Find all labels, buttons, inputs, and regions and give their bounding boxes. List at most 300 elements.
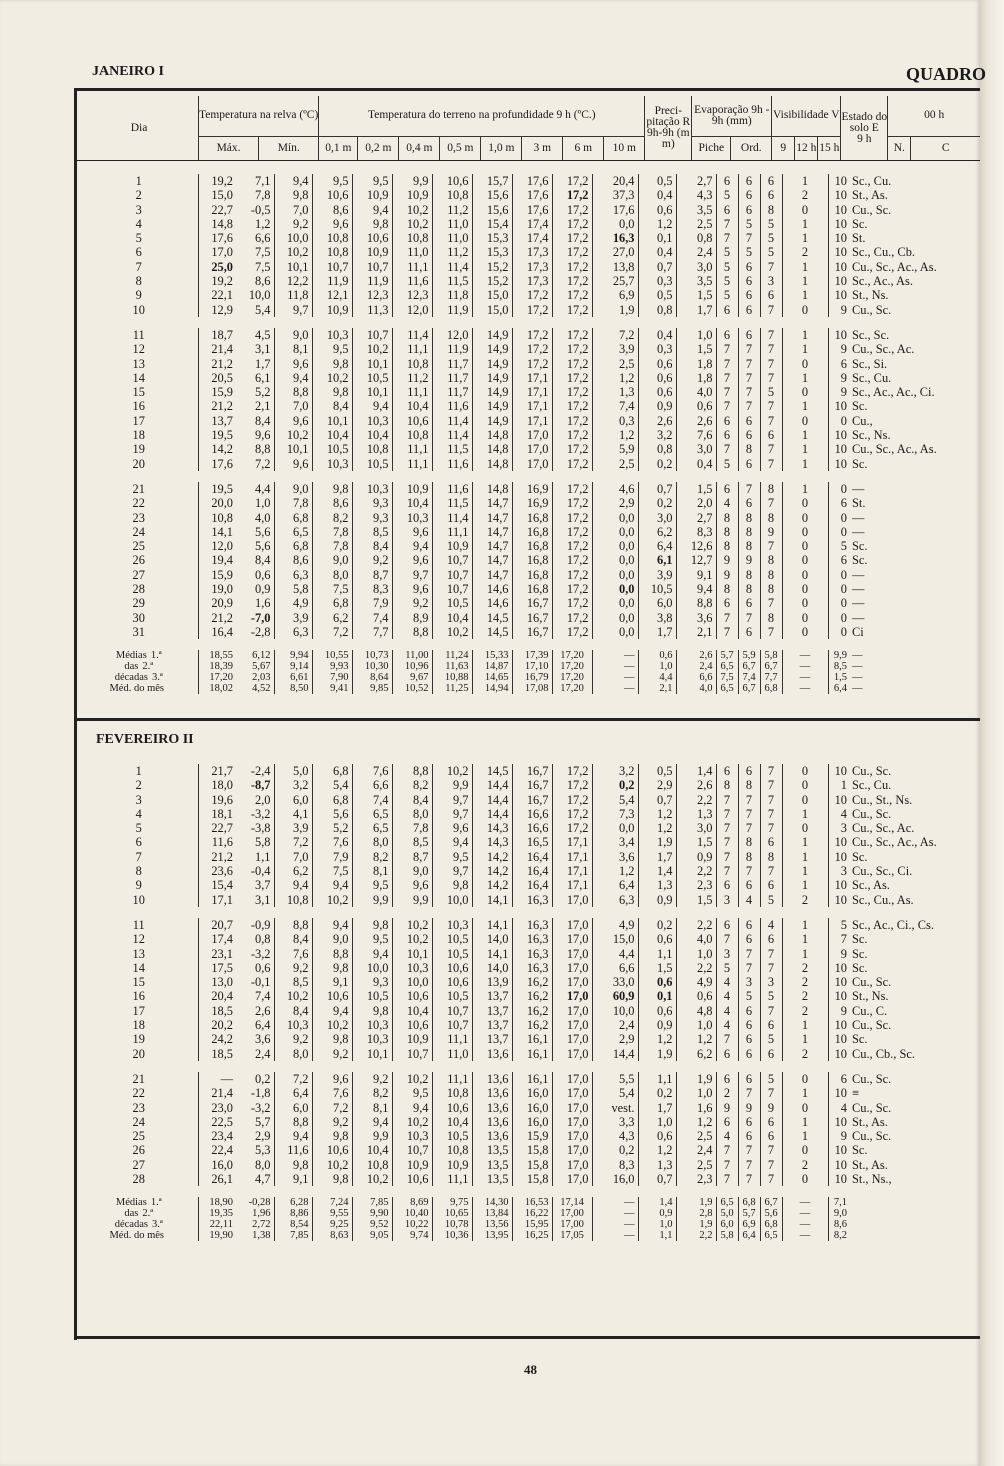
header-evap: Evaporação 9h - 9h (mm) xyxy=(692,96,772,136)
value-cell: 0 xyxy=(828,511,850,525)
value-cell: 14,9 xyxy=(472,357,512,371)
average-value: 17,39 xyxy=(512,650,552,661)
value-cell: 16,0 xyxy=(512,1101,552,1115)
value-cell: 9,5 xyxy=(392,1086,432,1100)
value-cell: 2,2 xyxy=(676,864,716,878)
average-label xyxy=(80,672,198,683)
value-cell: 5,4 xyxy=(312,778,352,792)
value-cell: 6 xyxy=(716,482,738,496)
day-row xyxy=(80,975,980,989)
value-cell: 7,5 xyxy=(312,864,352,878)
day-cell: 9 xyxy=(135,878,142,893)
value-cell: 10,9 xyxy=(432,1158,472,1172)
value-cell: 0,6 xyxy=(638,203,676,217)
value-cell: 11,1 xyxy=(392,385,432,399)
value-cell: 17,4 xyxy=(512,231,552,245)
value-cell: 5 xyxy=(716,188,738,202)
average-value: 2,8 xyxy=(676,1208,716,1219)
value-cell: 6,5 xyxy=(352,821,392,835)
value-cell: 0,1 xyxy=(638,231,676,245)
day-row xyxy=(80,288,980,302)
average-value: 4,0 xyxy=(676,683,716,694)
value-cell: 9,1 xyxy=(312,975,352,989)
value-cell: 10,6 xyxy=(392,1018,432,1032)
cloud-type-cell: Cu., Sc. xyxy=(852,806,892,821)
value-cell: 7,3 xyxy=(592,807,638,821)
value-cell: 14,1 xyxy=(472,947,512,961)
value-cell: 0 xyxy=(782,553,828,567)
average-label-text: Médias xyxy=(115,1197,147,1209)
value-cell: 10,8 xyxy=(352,1158,392,1172)
day-row xyxy=(80,231,980,245)
value-cell: 1,5 xyxy=(676,835,716,849)
value-cell: 17,0 xyxy=(552,947,592,961)
average-value: 10,55 xyxy=(312,650,352,661)
value-cell: 10,8 xyxy=(432,188,472,202)
value-cell: 13,9 xyxy=(472,975,512,989)
value-cell: 7,6 xyxy=(676,428,716,442)
average-value: 22,11 xyxy=(198,1219,236,1230)
value-cell: 1,5 xyxy=(676,342,716,356)
value-cell: 10,9 xyxy=(392,1158,432,1172)
value-cell: 6,8 xyxy=(312,596,352,610)
value-cell: 9,4 xyxy=(312,1004,352,1018)
value-cell: 0 xyxy=(828,482,850,496)
value-cell: 3,9 xyxy=(274,611,312,625)
page-number: 48 xyxy=(524,1362,537,1377)
cloud-type-cell: Cu., Sc., Ci. xyxy=(852,864,913,879)
value-cell: 11,6 xyxy=(432,482,472,496)
day-cell: 15 xyxy=(132,975,145,990)
cloud-type-cell: St., Ns. xyxy=(852,288,889,303)
value-cell: 4,9 xyxy=(592,918,638,932)
value-cell: 1,4 xyxy=(676,764,716,778)
value-cell: 7 xyxy=(738,231,760,245)
value-cell: 9,2 xyxy=(352,553,392,567)
average-value: 2,4 xyxy=(676,661,716,672)
value-cell: 0,0 xyxy=(592,596,638,610)
cloud-type-cell: Cu., Sc. xyxy=(852,202,892,217)
average-value: — xyxy=(852,672,863,684)
value-cell: 10,4 xyxy=(352,1143,392,1157)
value-cell: 9,9 xyxy=(392,174,432,188)
value-cell: 2,2 xyxy=(676,961,716,975)
header-depth-6: 6 m xyxy=(563,136,604,160)
value-cell: 1,6 xyxy=(255,596,271,611)
header-precip xyxy=(645,96,692,160)
value-cell: 13,6 xyxy=(472,1115,512,1129)
value-cell: 9,6 xyxy=(392,582,432,596)
value-cell: 1,0 xyxy=(676,1086,716,1100)
average-value: 14,94 xyxy=(472,683,512,694)
value-cell: 7 xyxy=(738,1143,760,1157)
value-cell: 1 xyxy=(782,274,828,288)
average-value: 4,4 xyxy=(638,672,676,683)
frame-left-rule xyxy=(74,88,77,1340)
day-row xyxy=(80,893,980,907)
average-value: — xyxy=(592,650,638,661)
value-cell: 10,7 xyxy=(352,328,392,342)
value-cell: 14,4 xyxy=(472,778,512,792)
value-cell: 10,3 xyxy=(352,414,392,428)
value-cell: 17,0 xyxy=(552,989,592,1003)
value-cell: 9,8 xyxy=(352,217,392,231)
value-cell: 0,3 xyxy=(592,414,638,428)
janeiro-table xyxy=(80,174,980,694)
value-cell: 9 xyxy=(738,1101,760,1115)
value-cell: 6 xyxy=(760,835,782,849)
value-cell: 21,2 xyxy=(198,399,236,413)
average-value: 6,12 xyxy=(252,650,271,662)
value-cell: 19,6 xyxy=(198,793,236,807)
value-cell: 0,2 xyxy=(638,1086,676,1100)
header-depth-1: 0,2 m xyxy=(358,136,399,160)
average-value: 6,9 xyxy=(738,1219,760,1230)
value-cell: 1,3 xyxy=(676,807,716,821)
fevereiro-table xyxy=(80,764,980,1241)
value-cell: 17,0 xyxy=(552,1004,592,1018)
value-cell: 6,4 xyxy=(274,1086,312,1100)
value-cell: 14,2 xyxy=(472,850,512,864)
value-cell: 1,2 xyxy=(592,864,638,878)
value-cell: 16,3 xyxy=(512,932,552,946)
value-cell: 8 xyxy=(716,778,738,792)
value-cell: 4,8 xyxy=(676,1004,716,1018)
value-cell: 9,7 xyxy=(432,864,472,878)
value-cell: 7,6 xyxy=(312,1086,352,1100)
average-value: 5,6 xyxy=(760,1208,782,1219)
day-row xyxy=(80,342,980,356)
value-cell: 9,2 xyxy=(274,1032,312,1046)
value-cell: 1,1 xyxy=(638,947,676,961)
average-value: 8,5 xyxy=(828,661,850,672)
value-cell: 9,7 xyxy=(392,568,432,582)
value-cell: 0 xyxy=(828,625,850,639)
value-cell: 12,0 xyxy=(392,303,432,317)
value-cell: 1 xyxy=(782,482,828,496)
value-cell: 17,1 xyxy=(552,878,592,892)
value-cell: 10,0 xyxy=(274,231,312,245)
day-cell: 9 xyxy=(135,288,142,303)
value-cell: 4,3 xyxy=(676,188,716,202)
value-cell: 14,5 xyxy=(472,625,512,639)
average-value xyxy=(850,1197,980,1208)
value-cell: 17,2 xyxy=(552,371,592,385)
value-cell: 1 xyxy=(782,1115,828,1129)
average-row xyxy=(80,672,980,683)
value-cell: 9,8 xyxy=(352,918,392,932)
average-value: 1,5 xyxy=(828,672,850,683)
value-cell: 2,5 xyxy=(592,457,638,471)
value-cell: 0 xyxy=(782,1072,828,1086)
value-cell: 3,3 xyxy=(592,1115,638,1129)
value-cell: 10 xyxy=(828,835,850,849)
value-cell: 16,2 xyxy=(512,1004,552,1018)
value-cell: 21,4 xyxy=(198,1086,236,1100)
day-cell: 26 xyxy=(132,553,145,568)
value-cell: 1,1 xyxy=(638,1072,676,1086)
header-precip-sub: 9h-9h (m m) xyxy=(647,127,690,150)
value-cell: 8 xyxy=(738,568,760,582)
value-cell: 6 xyxy=(738,932,760,946)
value-cell: 9,8 xyxy=(312,482,352,496)
value-cell: 9,6 xyxy=(274,414,312,428)
value-cell: 0,0 xyxy=(592,217,638,231)
day-row xyxy=(80,1143,980,1157)
value-cell: 9,1 xyxy=(274,1172,312,1186)
cloud-type-cell: Sc. xyxy=(852,216,868,231)
value-cell: 7 xyxy=(716,1143,738,1157)
value-cell: 9,5 xyxy=(352,878,392,892)
average-value: 19,90 xyxy=(198,1230,236,1241)
value-cell: 9,0 xyxy=(312,553,352,567)
average-value: 2,03 xyxy=(252,672,271,684)
cloud-type-cell: — xyxy=(852,582,865,597)
header-ord: Ord. xyxy=(731,136,772,160)
day-cell: 6 xyxy=(135,835,142,850)
value-cell: 8,0 xyxy=(392,807,432,821)
day-row xyxy=(80,188,980,202)
value-cell: 14,4 xyxy=(592,1047,638,1061)
value-cell: 2,2 xyxy=(676,793,716,807)
value-cell: 0 xyxy=(828,582,850,596)
value-cell: 17,0 xyxy=(552,918,592,932)
value-cell: 2 xyxy=(782,975,828,989)
cloud-type-cell: Sc., Cu., As. xyxy=(852,892,914,907)
header-depth-4: 1,0 m xyxy=(481,136,522,160)
average-value: 7,24 xyxy=(312,1197,352,1208)
day-cell: 1 xyxy=(135,174,142,188)
value-cell: 7 xyxy=(760,342,782,356)
value-cell: 9,8 xyxy=(352,1004,392,1018)
value-cell: 10,2 xyxy=(274,989,312,1003)
day-row xyxy=(80,611,980,625)
value-cell: 8,8 xyxy=(274,918,312,932)
day-row xyxy=(80,371,980,385)
value-cell: 6 xyxy=(738,414,760,428)
value-cell: 17,2 xyxy=(512,328,552,342)
value-cell: 14,1 xyxy=(198,525,236,539)
value-cell: 20,4 xyxy=(198,989,236,1003)
value-cell: 8 xyxy=(738,835,760,849)
value-cell: 8,4 xyxy=(312,399,352,413)
value-cell: 22,7 xyxy=(198,821,236,835)
value-cell: 6 xyxy=(738,1129,760,1143)
value-cell: 2,4 xyxy=(676,1143,716,1157)
value-cell: 23,1 xyxy=(198,947,236,961)
header-temp-terreno: Temperatura do terreno na profundidade 9 h (ºC.) xyxy=(319,96,645,136)
value-cell: 9,5 xyxy=(312,174,352,188)
value-cell: 10,4 xyxy=(392,399,432,413)
value-cell: 8 xyxy=(716,511,738,525)
average-value: 7,7 xyxy=(760,672,782,683)
value-cell: 9 xyxy=(716,568,738,582)
day-cell: 31 xyxy=(132,624,145,639)
day-row xyxy=(80,1047,980,1061)
value-cell: 10,8 xyxy=(392,428,432,442)
average-value: 6,7 xyxy=(738,683,760,694)
average-value: 7,5 xyxy=(716,672,738,683)
value-cell: 2,6 xyxy=(676,778,716,792)
value-cell: 5,9 xyxy=(592,442,638,456)
value-cell: 8,6 xyxy=(274,553,312,567)
value-cell: 17,2 xyxy=(552,764,592,778)
value-cell: 16,2 xyxy=(512,1018,552,1032)
value-cell: 14,9 xyxy=(472,342,512,356)
average-value: 9,67 xyxy=(392,672,432,683)
value-cell: 9,4 xyxy=(274,174,312,188)
value-cell: 17,2 xyxy=(552,357,592,371)
day-row xyxy=(80,457,980,471)
average-value: 6,4 xyxy=(828,683,850,694)
value-cell: 2,7 xyxy=(676,174,716,188)
value-cell: 14,3 xyxy=(472,835,512,849)
average-value: 8,2 xyxy=(828,1230,850,1241)
value-cell: 8 xyxy=(738,511,760,525)
value-cell: 5 xyxy=(760,231,782,245)
day-cell: 2 xyxy=(135,778,142,793)
average-value: 15,95 xyxy=(512,1219,552,1230)
cloud-type-cell: Cu., Sc., Ac. xyxy=(852,342,915,357)
value-cell: 8 xyxy=(760,582,782,596)
cloud-type-cell: Sc. xyxy=(852,960,868,975)
value-cell: 11,0 xyxy=(432,231,472,245)
value-cell: 9 xyxy=(828,385,850,399)
value-cell: 7 xyxy=(738,864,760,878)
average-value: — xyxy=(592,661,638,672)
spacer-cell xyxy=(80,1186,980,1197)
value-cell: 14,8 xyxy=(472,428,512,442)
value-cell: 0 xyxy=(782,625,828,639)
average-value: 7,85 xyxy=(352,1197,392,1208)
value-cell: 7 xyxy=(716,807,738,821)
day-row xyxy=(80,1115,980,1129)
value-cell: 8,6 xyxy=(312,203,352,217)
value-cell: 8,5 xyxy=(392,835,432,849)
value-cell: 8 xyxy=(738,850,760,864)
day-cell: 7 xyxy=(135,849,142,864)
average-value: 7,4 xyxy=(738,672,760,683)
value-cell: 12,1 xyxy=(312,288,352,302)
value-cell: 7,5 xyxy=(255,245,271,260)
value-cell: 8,6 xyxy=(312,496,352,510)
value-cell: 13,7 xyxy=(472,1004,512,1018)
value-cell: 10 xyxy=(828,428,850,442)
value-cell: 14,0 xyxy=(472,961,512,975)
value-cell: 2,9 xyxy=(592,1032,638,1046)
value-cell: 17,2 xyxy=(552,496,592,510)
value-cell: 2 xyxy=(782,1158,828,1172)
value-cell: 1,2 xyxy=(638,821,676,835)
cloud-type-cell: Sc. xyxy=(852,456,868,471)
value-cell: 16,0 xyxy=(512,1086,552,1100)
value-cell: 6 xyxy=(716,174,738,188)
group-spacer xyxy=(80,471,980,482)
value-cell: 17,2 xyxy=(552,231,592,245)
day-row xyxy=(80,328,980,342)
value-cell: 10,6 xyxy=(312,188,352,202)
header-solo-label: Estado do solo E xyxy=(841,110,888,134)
value-cell: -0,1 xyxy=(250,975,271,990)
day-cell: 11 xyxy=(132,917,145,932)
value-cell: 10,5 xyxy=(352,989,392,1003)
value-cell: 0,0 xyxy=(592,525,638,539)
value-cell: 14,5 xyxy=(472,764,512,778)
value-cell: 0,6 xyxy=(638,975,676,989)
value-cell: 60,9 xyxy=(592,989,638,1003)
value-cell: 10 xyxy=(828,961,850,975)
average-value: 18,90 xyxy=(198,1197,236,1208)
value-cell: 6,3 xyxy=(274,568,312,582)
value-cell: 9,6 xyxy=(312,1072,352,1086)
value-cell: 17,2 xyxy=(552,793,592,807)
value-cell: 17,2 xyxy=(512,303,552,317)
value-cell: 9,8 xyxy=(274,188,312,202)
cloud-type-cell: Sc., Si. xyxy=(852,356,888,371)
value-cell: 6 xyxy=(738,764,760,778)
value-cell: 1,3 xyxy=(592,385,638,399)
page-edge xyxy=(980,0,1004,1466)
value-cell: 6 xyxy=(716,328,738,342)
value-cell: 10,4 xyxy=(392,1004,432,1018)
value-cell: 0,2 xyxy=(255,1071,271,1086)
value-cell: 7 xyxy=(716,793,738,807)
value-cell: 7,8 xyxy=(274,496,312,510)
value-cell: 10,0 xyxy=(248,288,271,303)
average-value: 9,14 xyxy=(274,661,312,672)
value-cell: 16,4 xyxy=(512,850,552,864)
value-cell: 7,2 xyxy=(255,456,271,471)
average-value: 11,63 xyxy=(432,661,472,672)
day-row xyxy=(80,357,980,371)
value-cell: 0 xyxy=(782,414,828,428)
value-cell: 0,6 xyxy=(638,1129,676,1143)
value-cell: 7 xyxy=(716,932,738,946)
average-label xyxy=(80,1230,198,1241)
value-cell: 2,4 xyxy=(255,1046,271,1061)
average-value: 6,61 xyxy=(274,672,312,683)
value-cell: 11,0 xyxy=(432,217,472,231)
value-cell: 2,9 xyxy=(592,496,638,510)
value-cell: 9,4 xyxy=(432,835,472,849)
cloud-type-cell: — xyxy=(852,481,865,496)
value-cell: 9,9 xyxy=(392,893,432,907)
day-row xyxy=(80,245,980,259)
value-cell: 7,8 xyxy=(392,821,432,835)
day-cell: 20 xyxy=(132,456,145,471)
value-cell: 0 xyxy=(782,1172,828,1186)
value-cell: 9,8 xyxy=(312,1172,352,1186)
average-row xyxy=(80,683,980,694)
cloud-type-cell: Cu., Sc. xyxy=(852,1100,892,1115)
value-cell: 8,8 xyxy=(392,764,432,778)
day-cell: 17 xyxy=(132,1003,145,1018)
value-cell: 8 xyxy=(716,582,738,596)
value-cell: 10,7 xyxy=(432,568,472,582)
average-label-text: das xyxy=(124,1208,139,1220)
value-cell: 7 xyxy=(716,357,738,371)
column-header xyxy=(80,96,980,160)
value-cell: 6,5 xyxy=(274,525,312,539)
value-cell: 10 xyxy=(828,1158,850,1172)
value-cell: 2,4 xyxy=(676,245,716,259)
value-cell: 4 xyxy=(716,1129,738,1143)
header-depth-2: 0,4 m xyxy=(399,136,440,160)
value-cell: 7 xyxy=(716,217,738,231)
value-cell: 7,4 xyxy=(255,989,271,1004)
day-cell: 12 xyxy=(132,932,145,947)
value-cell: 7,7 xyxy=(352,625,392,639)
